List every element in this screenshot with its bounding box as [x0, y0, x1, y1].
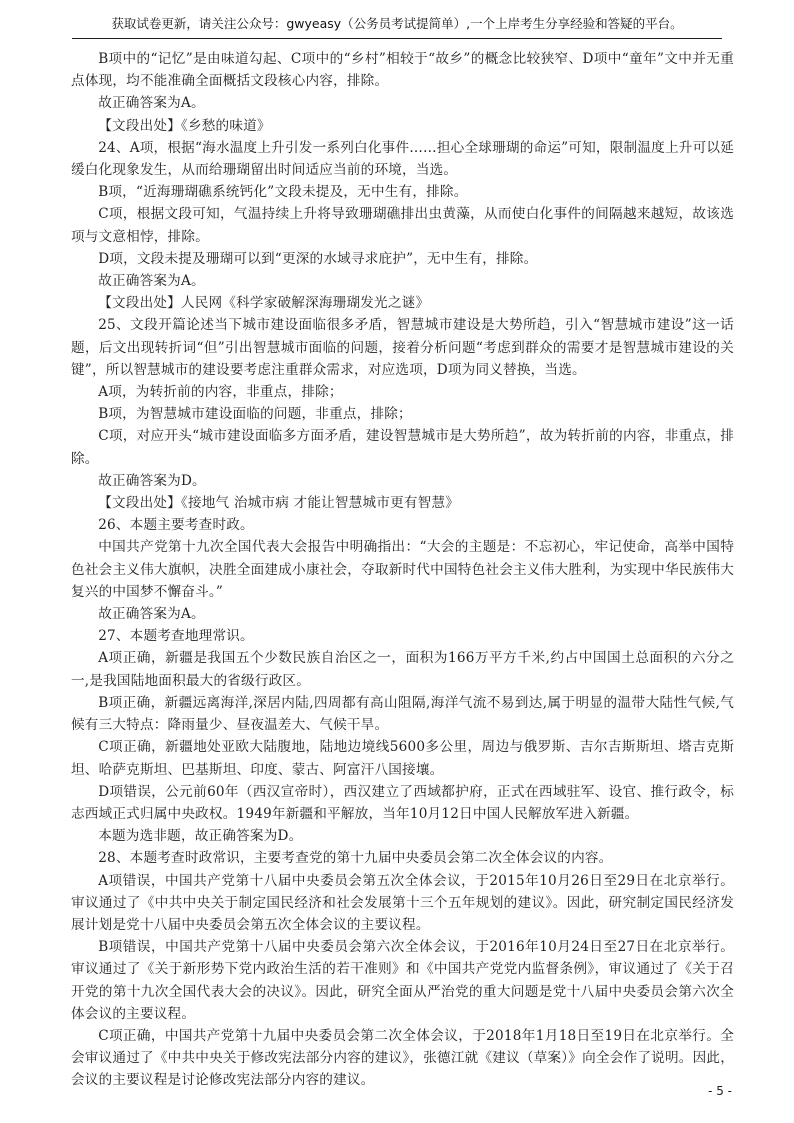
page-header: 获取试卷更新，请关注公众号：gwyeasy（公务员考试提简单）,一个上岸考生分享经验和答疑的平台。: [111, 16, 683, 31]
paragraph: B项中的“记忆”是由味道勾起、C项中的“乡村”相较于“故乡”的概念比较狭窄、D项中“童年”文中并无重点体现，均不能准确全面概括文段核心内容，排除。: [71, 51, 734, 90]
paragraph: 26、本题主要考查时政。: [98, 517, 254, 534]
paragraph: B项，为智慧城市建设面临的问题，非重点，排除；: [98, 406, 412, 423]
paragraph: D项错误，公元前60年（西汉宣帝时），西汉建立了西域都护府，正式在西域驻军、设官、推行政令，标志西域正式归属中央政权。1949年新疆和平解放，当年10月12日中国人民解放军进入新疆。: [71, 783, 734, 822]
paragraph: 24、A项，根据“海水温度上升引发一系列白化事件……担心全球珊瑚的命运”可知，限制温度上升可以延缓白化现象发生，从而给珊瑚留出时间适应当前的环境，当选。: [71, 139, 734, 179]
paragraph: 28、本题考查时政常识，主要考查党的第十九届中央委员会第二次全体会议的内容。: [98, 850, 613, 867]
paragraph: C项，对应开头“城市建设面临多方面矛盾，建设智慧城市是大势所趋”，故为转折前的内容，非重点，排除。: [71, 428, 734, 467]
source-citation: 【文段出处】《乡愁的味道》: [98, 117, 271, 134]
paragraph: B项错误，中国共产党第十八届中央委员会第六次全体会议，于2016年10月24日至27日在北京举行。审议通过了《关于新形势下党内政治生活的若干准则》和《中国共产党党内监督条例》，审议通过了《关于召开党的第十九次全国代表大会的决议》。因此，研究全面从严治党的重大问题是党十八届中央委员会第六次全体会议的主要议程。: [71, 939, 734, 1022]
paragraph: 故正确答案为A。: [98, 273, 205, 290]
paragraph: 故正确答案为D。: [98, 472, 206, 489]
paragraph: 故正确答案为A。: [98, 606, 205, 623]
paragraph: 中国共产党第十九次全国代表大会报告中明确指出：“大会的主题是：不忘初心，牢记使命，高举中国特色社会主义伟大旗帜，决胜全面建成小康社会，夺取新时代中国特色社会主义伟大胜利，为实现中华民族伟大复兴的中国梦不懈奋斗。”: [71, 539, 734, 600]
header-divider: [72, 38, 722, 39]
document-body: [71, 48, 734, 1092]
paragraph: A项正确，新疆是我国五个少数民族自治区之一，面积为166万平方千米,约占中国国土总面积的六分之一,是我国陆地面积最大的省级行政区。: [71, 650, 734, 689]
paragraph: 故正确答案为A。: [98, 95, 205, 112]
paragraph: 本题为选非题，故正确答案为D。: [98, 828, 303, 845]
paragraph: 25、文段开篇论述当下城市建设面临很多矛盾，智慧城市建设是大势所趋，引入“智慧城市建设”这一话题，后文出现转折词“但”引出智慧城市面临的问题，接着分析问题“考虑到群众的需要才是智慧城市建设的关键”，所以智慧城市的建设要考虑注重群众需求，对应选项，D项为同义替换，当选。: [71, 317, 734, 378]
paragraph: B项，“近海珊瑚礁系统钙化”文段未提及，无中生有，排除。: [98, 184, 468, 201]
paragraph: A项，为转折前的内容，非重点，排除；: [98, 384, 343, 401]
paragraph: 27、本题考查地理常识。: [98, 628, 254, 645]
paragraph: C项，根据文段可知，气温持续上升将导致珊瑚礁排出虫黄藻，从而使白化事件的间隔越来越短，故该选项与文意相悖，排除。: [71, 206, 734, 245]
paragraph: D项，文段未提及珊瑚可以到“更深的水域寻求庇护”，无中生有，排除。: [98, 250, 538, 267]
source-citation: 【文段出处】人民网《科学家破解深海珊瑚发光之谜》: [98, 295, 430, 312]
paragraph: C项正确，中国共产党第十九届中央委员会第二次全体会议，于2018年1月18日至19日在北京举行。全会审议通过了《中共中央关于修改宪法部分内容的建议》，张德江就《建议（草案）》向全会作了说明。因此，会议的主要议程是讨论修改宪法部分内容的建议。: [71, 1027, 734, 1089]
paragraph: C项正确，新疆地处亚欧大陆腹地，陆地边境线5600多公里，周边与俄罗斯、吉尔吉斯斯坦、塔吉克斯坦、哈萨克斯坦、巴基斯坦、印度、蒙古、阿富汗八国接壤。: [71, 739, 734, 778]
paragraph: B项正确，新疆远离海洋,深居内陆,四周都有高山阻隔,海洋气流不易到达,属于明显的温带大陆性气候,气候有三大特点：降雨量少、昼夜温差大、气候干旱。: [71, 694, 734, 734]
source-citation: 【文段出处】《接地气 治城市病 才能让智慧城市更有智慧》: [98, 495, 460, 512]
page-number: - 5 -: [708, 1084, 732, 1098]
paragraph: A项错误，中国共产党第十八届中央委员会第五次全体会议，于2015年10月26日至29日在北京举行。审议通过了《中共中央关于制定国民经济和社会发展第十三个五年规划的建议》。因此，研究制定国民经济发展计划是党十八届中央委员会第五次全体会议的主要议程。: [71, 872, 734, 933]
